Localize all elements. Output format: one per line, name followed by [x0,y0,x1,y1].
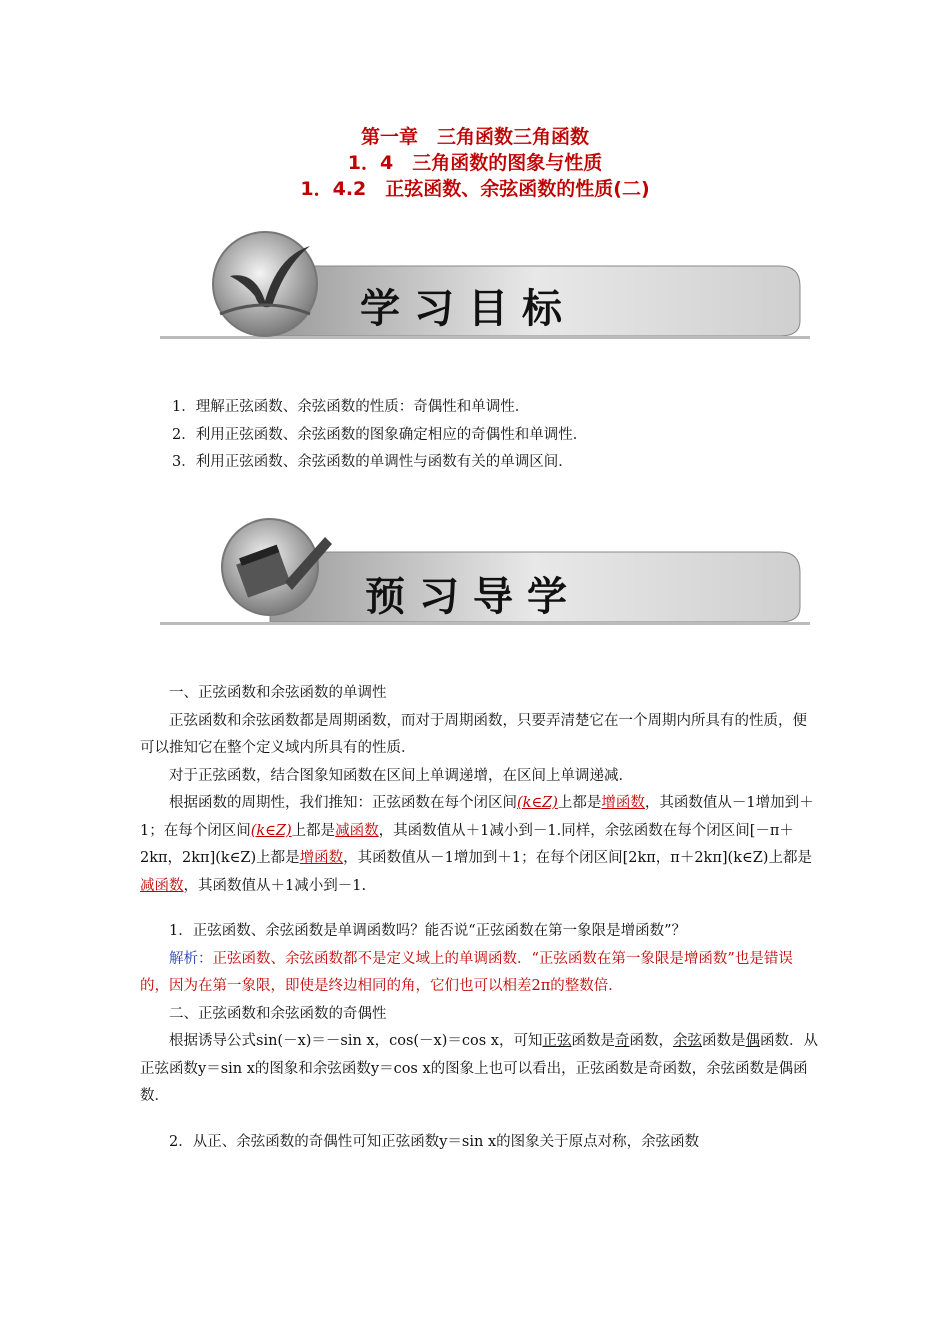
goal-item: 2．利用正弦函数、余弦函数的图象确定相应的奇偶性和单调性． [172,426,588,443]
paragraph: 根据诱导公式sin(－x)＝－sin x，cos(－x)＝cos x，可知正弦函数是奇函数，余弦函数是偶函数．从正弦函数y＝sin x的图象和余弦函数y＝cos x的图象上也可以看出，正弦函数是奇函数，余弦函数是偶函数． [140,1033,818,1104]
part2-heading: 二、正弦函数和余弦函数的奇偶性 [169,1005,387,1022]
answer-decreasing: 减函数 [140,877,184,894]
goal-item: 1．理解正弦函数、余弦函数的性质：奇偶性和单调性． [172,399,530,415]
answer-increasing: 增函数 [601,795,645,811]
answer-1: 解析：正弦函数、余弦函数都不是定义域上的单调函数．“正弦函数在第一象限是增函数”也是错误的，因为在第一象限，即使是终边相同的角，它们也可以相差2π的整数倍． [140,950,793,994]
chapter-title: 第一章 三角函数三角函数 [360,126,589,148]
answer-increasing: 增函数 [299,850,344,866]
banner-learning-goals [160,226,810,346]
eagle-icon [213,232,317,336]
section-title: 1．4 三角函数的图象与性质 [347,152,603,174]
analysis-label: 解析： [169,950,213,967]
banner-label: 预习导学 [365,574,581,620]
title-block [0,124,950,202]
main-content [140,680,820,1156]
banner-preview-study [160,512,810,632]
paragraph: 对于正弦函数，结合图象知函数在区间上单调递增，在区间上单调递减． [169,767,633,784]
banner-label: 学习目标 [360,286,576,332]
subsection-title: 1．4.2 正弦函数、余弦函数的性质(二) [300,178,650,200]
paragraph: 正弦函数和余弦函数都是周期函数，而对于周期函数，只要弄清楚它在一个周期内所具有的性质，便可以推知它在整个定义域内所具有的性质． [140,712,807,756]
interval-k1: (k∈Z) [517,795,558,811]
question-2: 2．从正、余弦函数的奇偶性可知正弦函数y＝sin x的图象关于原点对称，余弦函数 [169,1133,700,1150]
interval-k2: (k∈Z) [250,822,292,839]
part1-heading: 一、正弦函数和余弦函数的单调性 [169,685,387,701]
question-1: 1．正弦函数、余弦函数是单调函数吗？能否说“正弦函数在第一象限是增函数”？ [169,923,687,939]
answer-decreasing: 减函数 [335,822,379,839]
goals-list [172,394,852,477]
paragraph: 根据函数的周期性，我们推知：正弦函数在每个闭区间(k∈Z)上都是增函数，其函数值从－1增加到＋1；在每个闭区间(k∈Z)上都是减函数，其函数值从＋1减小到－1.同样，余弦函数在每个闭区间[－π＋2kπ，2kπ](k∈Z)上都是增函数，其函数值从－1增加到＋1；在每个闭区间[2kπ，π＋2kπ](k∈Z)上都是减函数，其函数值从＋1减小到－1. [140,795,814,894]
goal-item: 3．利用正弦函数、余弦函数的单调性与函数有关的单调区间． [172,454,573,470]
